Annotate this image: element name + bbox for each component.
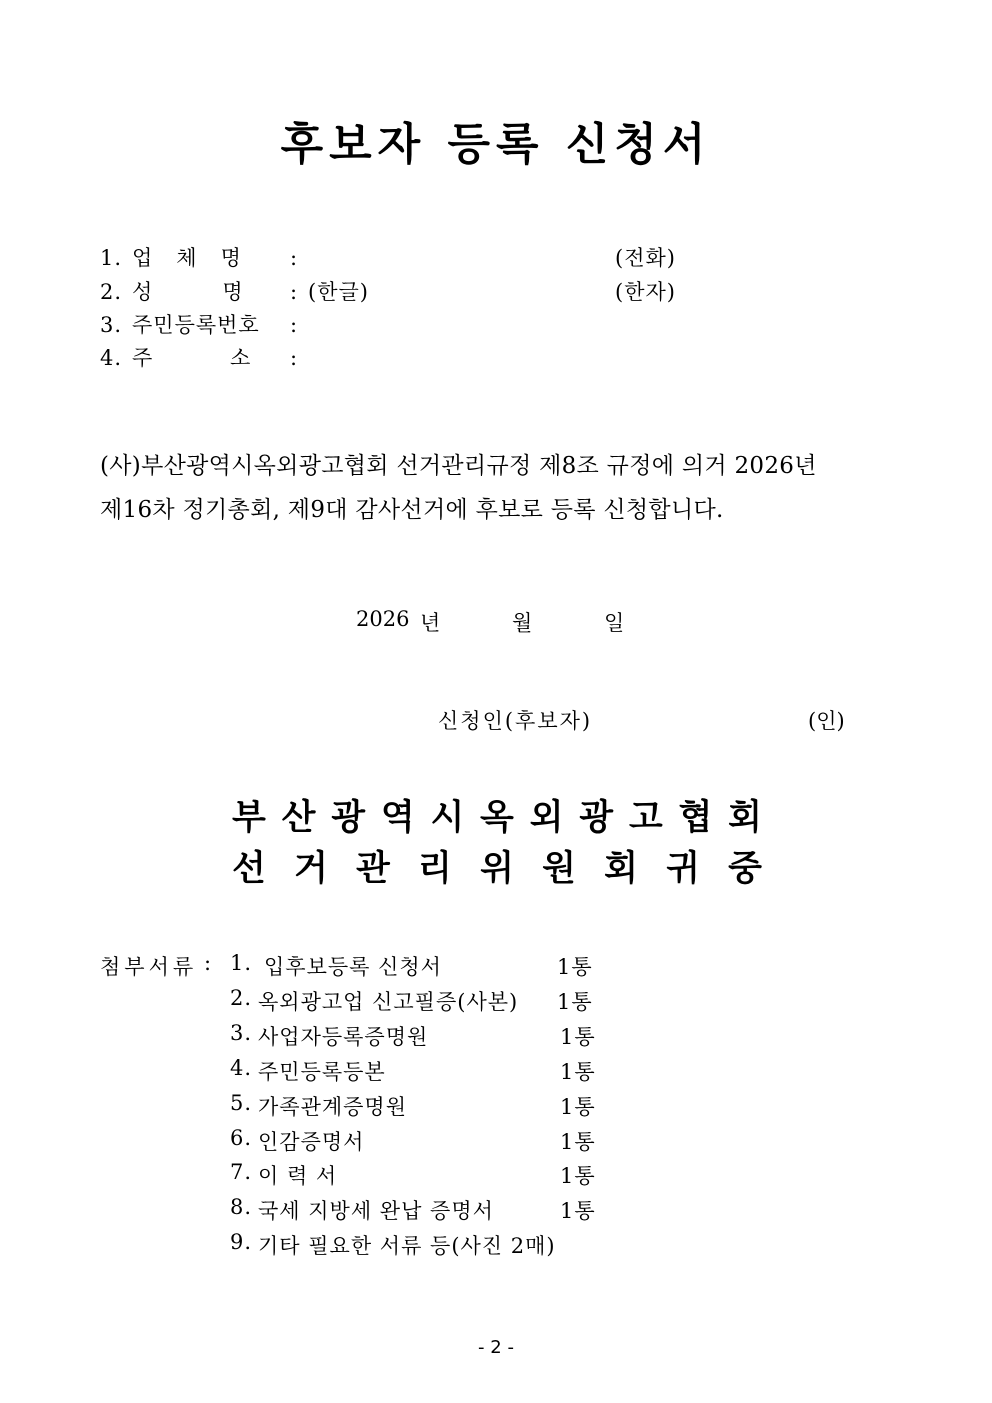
date-month-unit: 월 <box>512 611 533 635</box>
field-name: 2. 성 명 : (한글) <box>100 280 369 304</box>
phone-label: (전화) <box>615 246 676 270</box>
date-year: 2026 <box>356 607 410 631</box>
attachments-label: 첨부서류 <box>100 955 198 979</box>
addressee-line-2: 선 거 관 리 위 원 회 귀 중 <box>232 848 762 889</box>
attachments-colon: : <box>204 951 213 975</box>
field-resident-number: 3. 주민등록번호 : <box>100 313 299 337</box>
statement-line-2: 제16차 정기총회, 제9대 감사선거에 후보로 등록 신청합니다. <box>100 497 724 523</box>
applicant-label: 신청인(후보자) <box>438 709 593 733</box>
seal-label: (인) <box>808 709 845 733</box>
name-hanja-label: (한자) <box>615 280 676 304</box>
date-year-unit: 년 <box>420 611 441 635</box>
document-title: 후보자 등록 신청서 <box>280 119 712 170</box>
statement-line-1: (사)부산광역시옥외광고협회 선거관리규정 제8조 규정에 의거 2026년 <box>100 453 817 479</box>
field-address: 4. 주 소 : <box>100 346 299 370</box>
name-korean-label: (한글) <box>308 280 369 304</box>
field-company: 1. 업 체 명 : <box>100 246 299 270</box>
addressee-line-1: 부 산 광 역 시 옥 외 광 고 협 회 <box>232 797 762 838</box>
date-day-unit: 일 <box>604 611 625 635</box>
page-number: - 2 - <box>478 1337 514 1358</box>
